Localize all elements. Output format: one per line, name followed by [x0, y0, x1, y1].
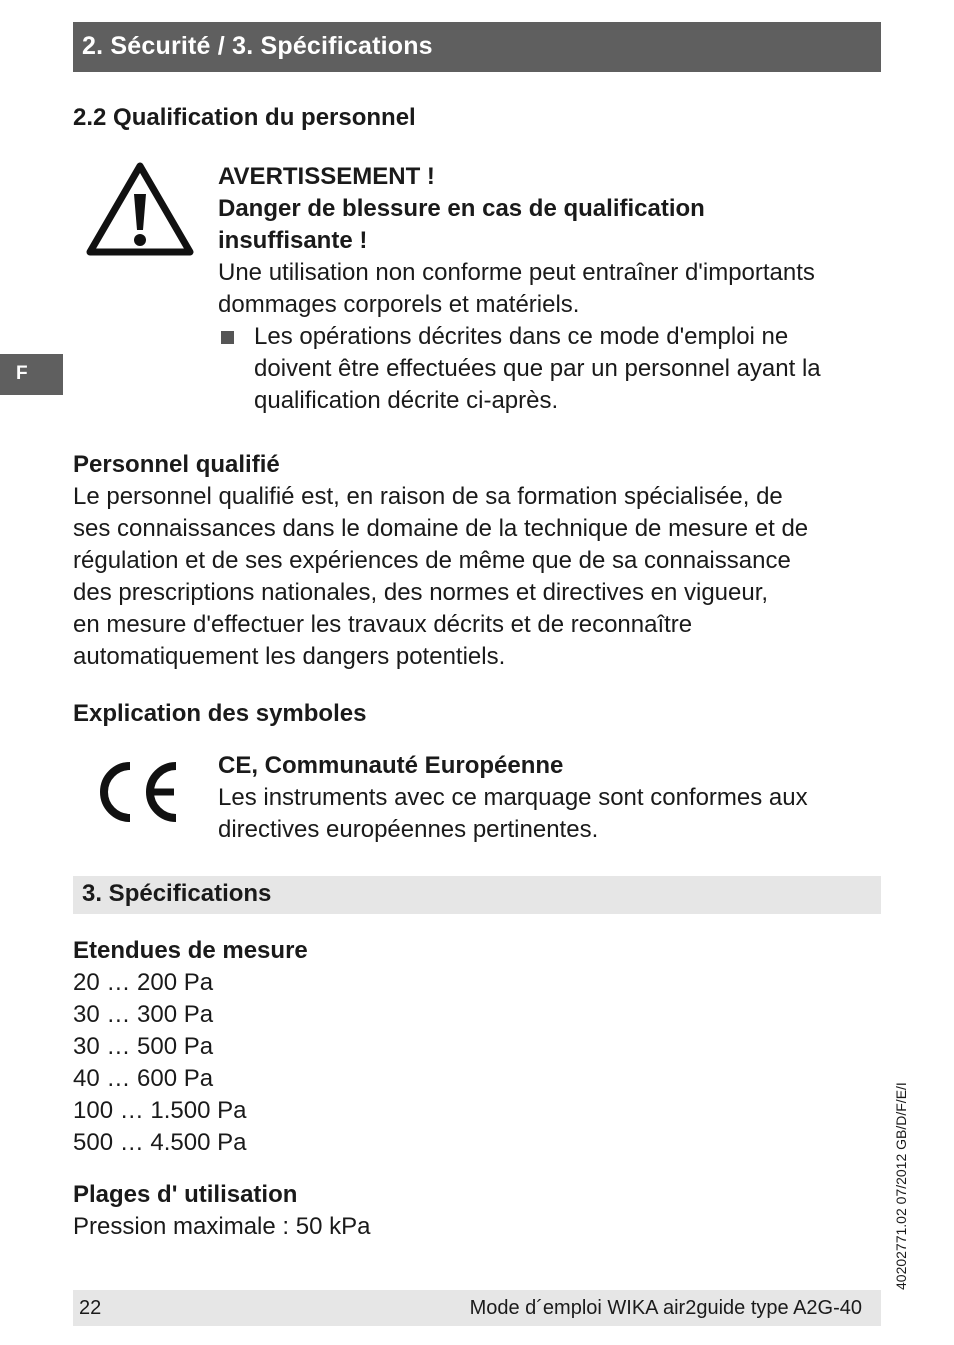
ce-block: [218, 750, 868, 846]
range-item: 30 … 500 Pa: [73, 1033, 214, 1060]
warning-bullet-line1: Les opérations décrites dans ce mode d'emploi ne: [254, 323, 789, 350]
warning-body-line2: dommages corporels et matériels.: [218, 291, 580, 318]
range-item: 20 … 200 Pa: [73, 969, 214, 996]
warning-bullet-line2: doivent être effectuées que par un personnel ayant la: [254, 355, 821, 382]
warning-subheading-line1: Danger de blessure en cas de qualification: [218, 195, 705, 222]
qualified-line: automatiquement les dangers potentiels.: [73, 643, 506, 670]
qualified-personnel: [73, 449, 873, 673]
page-number: 22: [79, 1297, 102, 1319]
ce-line2: directives européennes pertinentes.: [218, 816, 599, 843]
warning-triangle-icon: [84, 160, 196, 258]
document-title: Mode d´emploi WIKA air2guide type A2G-40: [469, 1297, 862, 1319]
page-footer: [73, 1290, 881, 1326]
range-item: 100 … 1.500 Pa: [73, 1097, 247, 1124]
qualified-line: Le personnel qualifié est, en raison de sa formation spécialisée, de: [73, 483, 783, 510]
language-tab: [0, 354, 63, 395]
qualified-title: Personnel qualifié: [73, 451, 280, 478]
plages-title: Plages d' utilisation: [73, 1181, 298, 1208]
qualified-line: régulation et de ses expériences de même que de sa connaissance: [73, 547, 791, 574]
bullet-square-icon: [221, 331, 234, 344]
warning-subheading-line2: insuffisante !: [218, 227, 368, 254]
ce-title: CE, Communauté Européenne: [218, 752, 564, 779]
qualified-line: en mesure d'effectuer les travaux décrits et de reconnaître: [73, 611, 693, 638]
section-title: 2.2 Qualification du personnel: [73, 104, 416, 131]
ce-mark-icon: [92, 758, 182, 826]
ranges-title: Etendues de mesure: [73, 937, 308, 964]
specifications-title: 3. Spécifications: [82, 880, 272, 907]
warning-block: [218, 161, 868, 417]
range-item: 30 … 300 Pa: [73, 1001, 214, 1028]
operating-ranges: [73, 1179, 673, 1243]
specifications-bar: [73, 876, 881, 914]
document-code: 40202771.02 07/2012 GB/D/F/E/I: [893, 1082, 909, 1290]
language-tab-label: F: [16, 363, 28, 384]
qualified-line: des prescriptions nationales, des normes et directives en vigueur,: [73, 579, 769, 606]
warning-bullet: [218, 321, 868, 417]
page-header: [73, 22, 881, 72]
page-header-title: 2. Sécurité / 3. Spécifications: [82, 32, 433, 60]
warning-bullet-line3: qualification décrite ci-après.: [254, 387, 559, 414]
plages-value: Pression maximale : 50 kPa: [73, 1213, 371, 1240]
range-item: 40 … 600 Pa: [73, 1065, 214, 1092]
measuring-ranges: [73, 935, 573, 1159]
range-item: 500 … 4.500 Pa: [73, 1129, 247, 1156]
warning-body-line1: Une utilisation non conforme peut entraîner d'importants: [218, 259, 815, 286]
qualified-line: ses connaissances dans le domaine de la technique de mesure et de: [73, 515, 809, 542]
ce-line1: Les instruments avec ce marquage sont conformes aux: [218, 784, 808, 811]
symbols-title: Explication des symboles: [73, 700, 367, 727]
warning-heading: AVERTISSEMENT !: [218, 163, 435, 190]
